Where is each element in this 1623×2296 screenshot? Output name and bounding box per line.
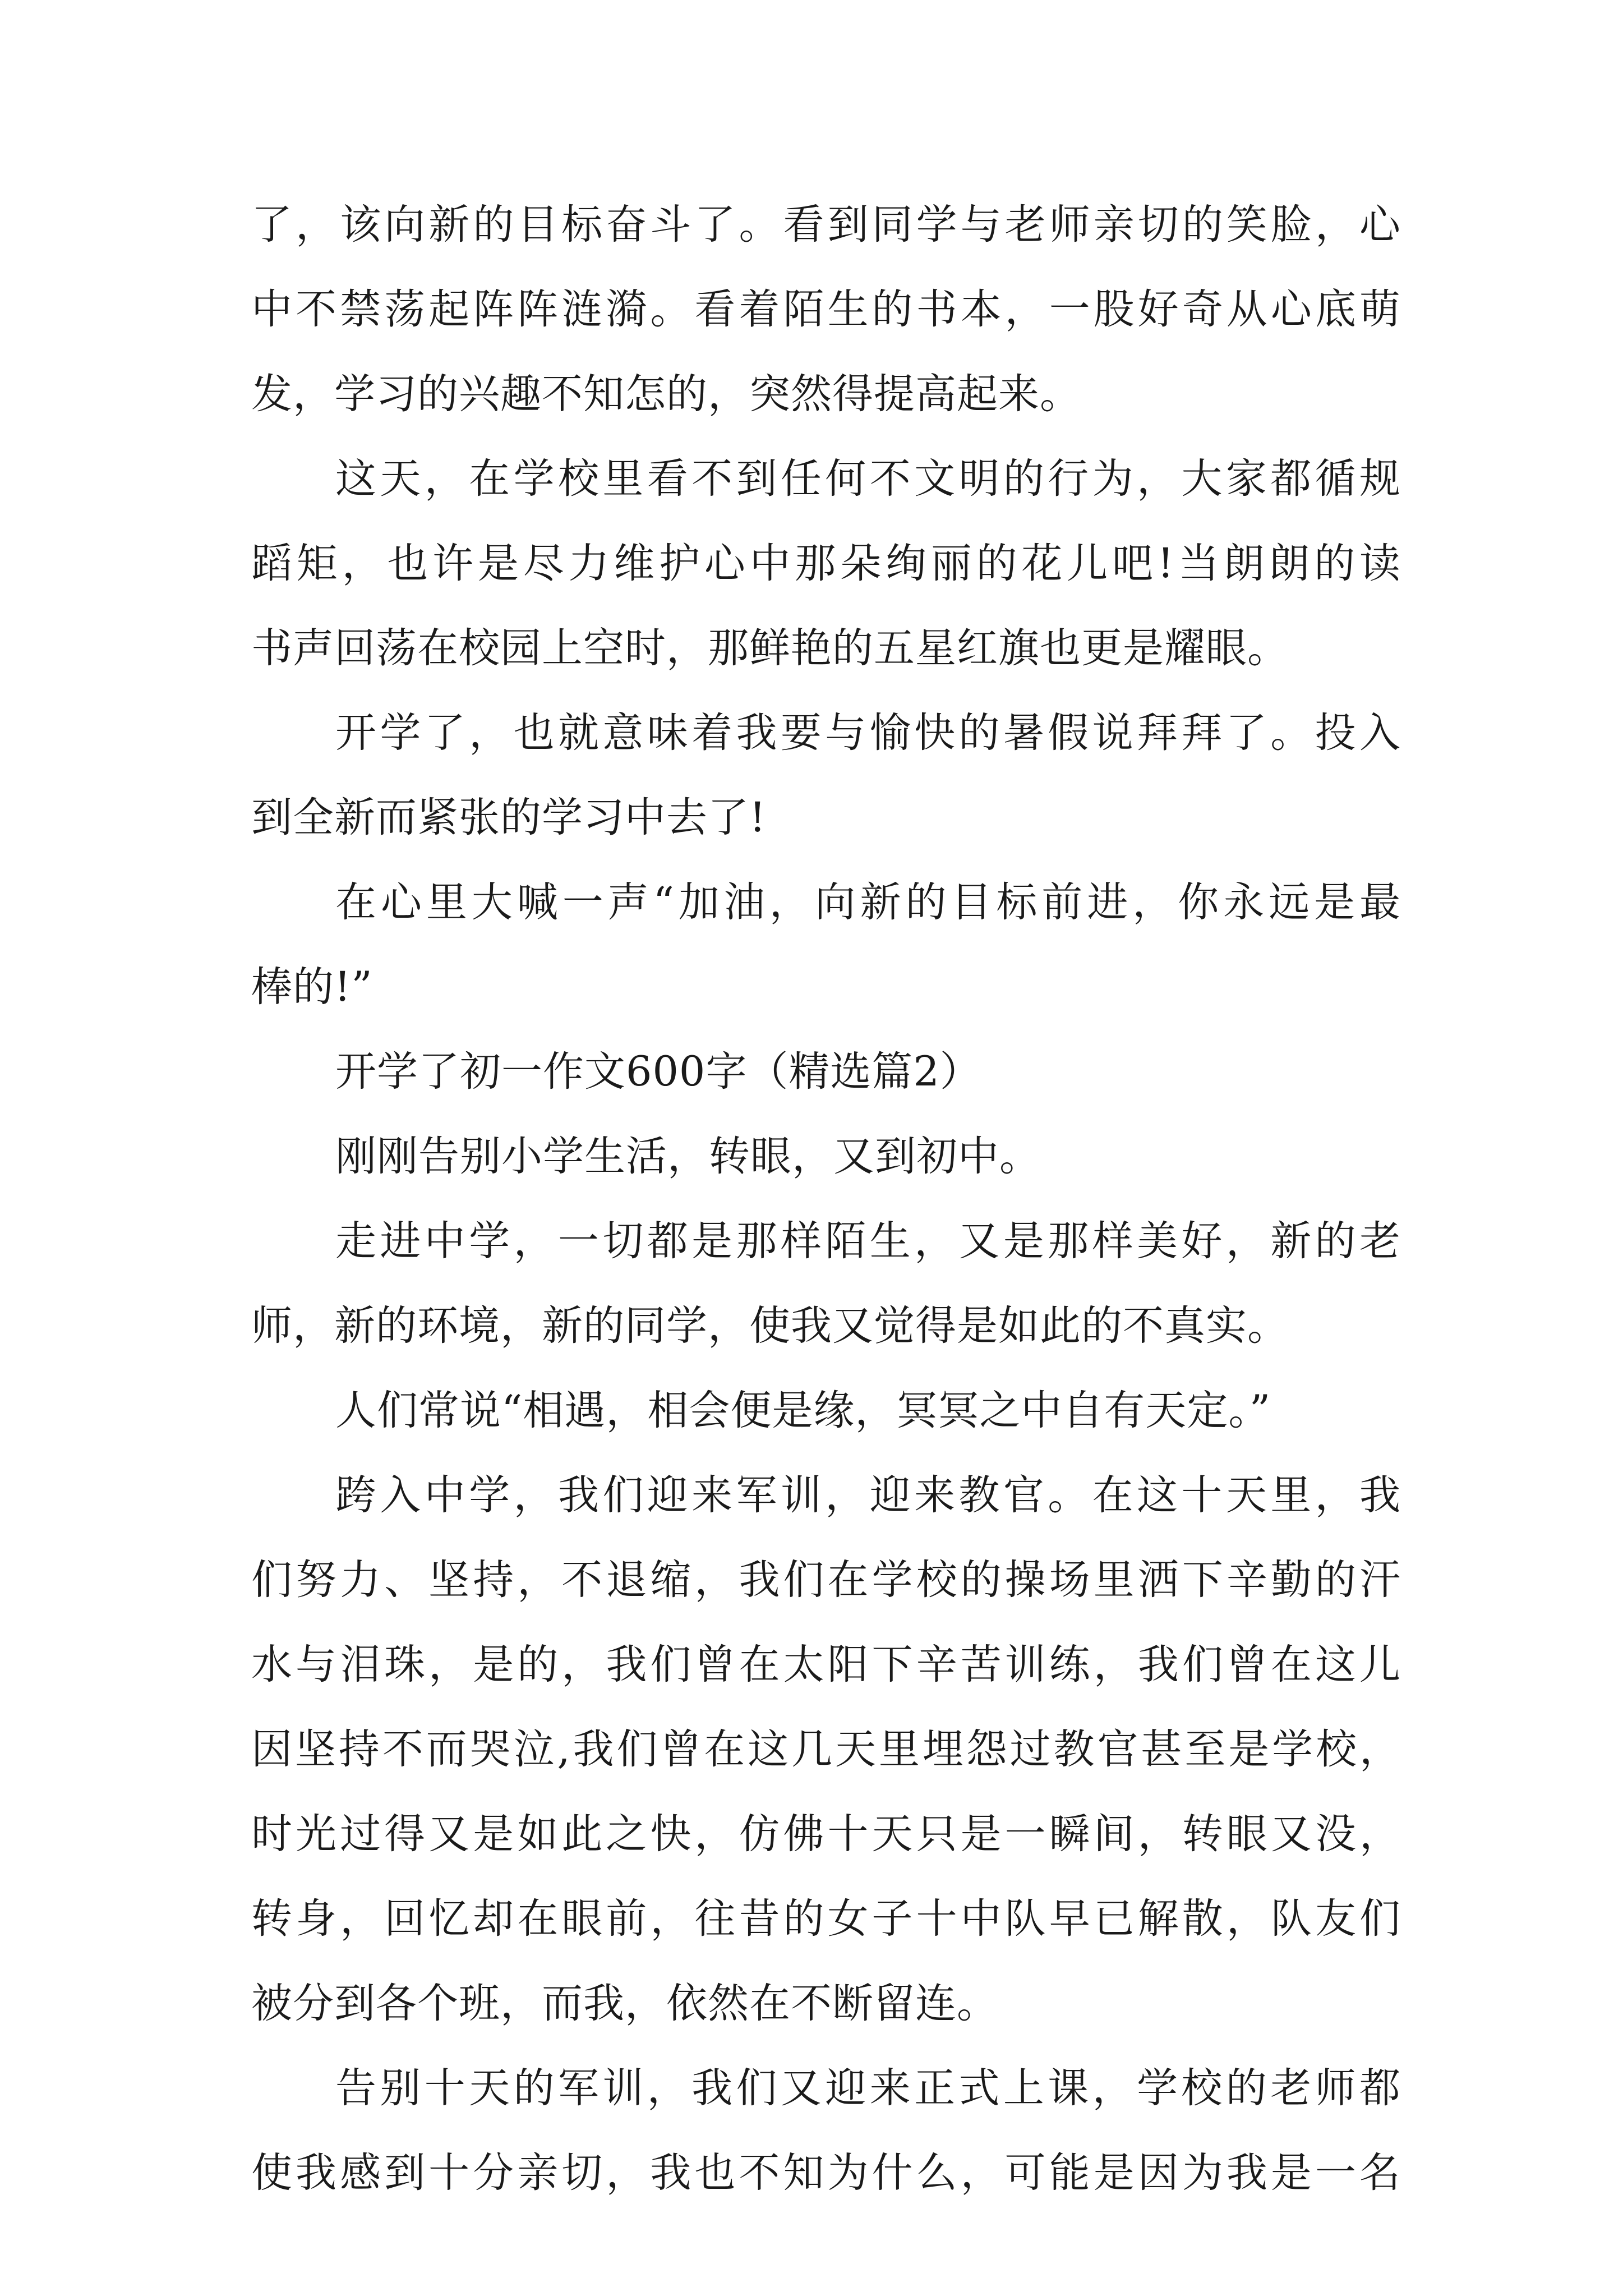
text-line: 在心里大喊一声“加油，向新的目标前进，你永远是最	[335, 878, 1401, 926]
text-line: 被分到各个班，而我，依然在不断留连。	[251, 1980, 998, 2027]
text-line: 蹈矩，也许是尽力维护心中那朵绚丽的花儿吧!当朗朗的读	[251, 540, 1401, 587]
text-line: 水与泪珠，是的，我们曾在太阳下辛苦训练，我们曾在这儿	[251, 1641, 1401, 1688]
text-line: 棒的!”	[251, 963, 373, 1011]
section-heading: 开学了初一作文600字（精选篇2）	[335, 1048, 981, 1096]
text-line: 人们常说“相遇，相会便是缘，冥冥之中自有天定。”	[335, 1387, 1271, 1434]
document-body	[251, 182, 1401, 2215]
text-line: 们努力、坚持，不退缩，我们在学校的操场里洒下辛勤的汗	[251, 1556, 1401, 1604]
text-line: 这天，在学校里看不到任何不文明的行为，大家都循规	[335, 455, 1401, 503]
text-line: 师，新的环境，新的同学，使我又觉得是如此的不真实。	[251, 1302, 1289, 1350]
text-line: 使我感到十分亲切，我也不知为什么，可能是因为我是一名	[251, 2149, 1401, 2197]
text-line: 发，学习的兴趣不知怎的，突然得提高起来。	[251, 370, 1081, 418]
text-line: 跨入中学，我们迎来军训，迎来教官。在这十天里，我	[335, 1471, 1401, 1519]
text-line: 了，该向新的目标奋斗了。看到同学与老师亲切的笑脸，心	[251, 201, 1401, 249]
text-line: 书声回荡在校园上空时，那鲜艳的五星红旗也更是耀眼。	[251, 624, 1289, 672]
text-line: 开学了，也就意味着我要与愉快的暑假说拜拜了。投入	[335, 709, 1401, 757]
text-line: 中不禁荡起阵阵涟漪。看着陌生的书本，一股好奇从心底萌	[251, 286, 1401, 333]
text-line: 转身，回忆却在眼前，往昔的女子十中队早已解散，队友们	[251, 1895, 1401, 1943]
text-line: 刚刚告别小学生活，转眼，又到初中。	[335, 1133, 1041, 1180]
text-line: 因坚持不而哭泣,我们曾在这几天里埋怨过教官甚至是学校，	[251, 1726, 1401, 1773]
text-line: 告别十天的军训，我们又迎来正式上课，学校的老师都	[335, 2064, 1401, 2112]
text-line: 时光过得又是如此之快，仿佛十天只是一瞬间，转眼又没，	[251, 1810, 1401, 1858]
text-line: 到全新而紧张的学习中去了!	[251, 794, 767, 841]
text-line: 走进中学，一切都是那样陌生，又是那样美好，新的老	[335, 1217, 1401, 1265]
